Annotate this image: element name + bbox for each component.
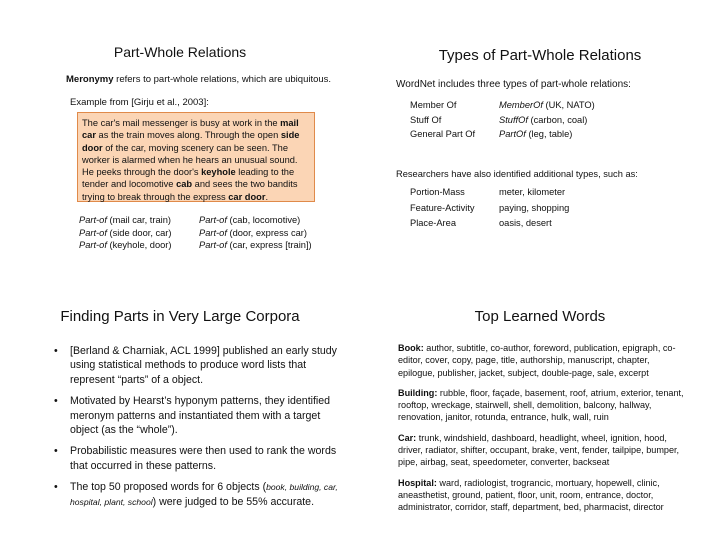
bullet-item: • Probabilistic measures were then used to rank the words that occurred in these patterns. (50, 444, 340, 473)
quote-part-bold: keyhole (201, 167, 236, 178)
relation-pair (199, 227, 312, 240)
relation-args: (leg, table) (525, 129, 573, 139)
bullet-item (50, 480, 340, 509)
group-words: author, subtitle, co-author, foreword, publication, epigraph, co-editor, cover, copy, page, title, authorship, manuscript, chapter, epilogue, publisher, jacket, subject, double-page, sale, excerpt (398, 343, 676, 378)
relation-args: (carbon, coal) (527, 115, 588, 125)
relation-args: (car, express [train]) (226, 240, 312, 250)
additional-intro: Researchers have also identified additional types, such as: (396, 169, 638, 179)
group-label: Book: (398, 343, 424, 353)
slide-title: Finding Parts in Very Large Corpora (60, 308, 300, 325)
slide-title: Top Learned Words (474, 308, 606, 325)
group-words: trunk, windshield, dashboard, headlight, wheel, ignition, hood, driver, radiator, shifter, occupant, brake, vent, fender, tailpipe, bumper, pipe, airbag, seat, speedometer, converter, backseat (398, 432, 680, 468)
slide-title: Types of Part-Whole Relations (438, 47, 642, 64)
word-group-car (398, 432, 688, 469)
relation-name: Part-of (79, 215, 107, 225)
quote-part: as the train moves along. Through the open (95, 130, 281, 141)
example-passage (77, 112, 315, 202)
bullet-list (50, 344, 340, 516)
relation-name: PartOf (499, 129, 526, 139)
wordnet-type-example (499, 100, 595, 110)
slide-title: Part-Whole Relations (113, 44, 247, 60)
relation-pair (79, 214, 172, 227)
slide-part-whole-relations (0, 0, 360, 278)
quote-part: . (265, 191, 269, 202)
example-source: Example from [Girju et al., 2003]: (70, 97, 209, 108)
wordnet-type-name: General Part Of (410, 129, 476, 139)
quote-part: leading to the tender and locomotive (82, 167, 295, 190)
quote-part-bold: mail car (82, 118, 299, 141)
relation-args: (cab, locomotive) (226, 215, 301, 225)
relation-pairs-right (199, 214, 312, 252)
quote-part: of the car, moving scenery can be seen. The worker is alarmed when he hears an unusual sound. He peeks through the door's (82, 142, 298, 178)
relation-pairs-left (79, 214, 172, 252)
relation-args: (mail car, train) (106, 215, 171, 225)
slide-types-of-part-whole-relations (360, 0, 720, 278)
relation-name: StuffOf (499, 115, 528, 125)
bullet-item: • Motivated by Hearst’s hyponym patterns, they identified meronym patterns and instantiated them with a target object (as the “whole”). (50, 394, 340, 437)
relation-pair (199, 214, 312, 227)
additional-type-example: paying, shopping (499, 203, 570, 213)
relation-name: MemberOf (499, 100, 543, 110)
relation-args: (UK, NATO) (542, 100, 595, 110)
quote-part-bold: car door (228, 191, 266, 202)
slide-top-learned-words (360, 278, 720, 557)
relation-name: Part-of (199, 240, 227, 250)
relation-pair (79, 227, 172, 240)
group-label: Car: (398, 432, 417, 443)
object-list: book, building, car, hospital, plant, school (70, 482, 338, 507)
wordnet-intro: WordNet includes three types of part-whole relations: (396, 79, 631, 90)
additional-type-example: meter, kilometer (499, 187, 566, 197)
learned-word-groups (398, 342, 688, 522)
relation-args: (door, express car) (226, 227, 307, 238)
intro-rest: refers to part-whole relations, which are ubiquitous. (113, 74, 332, 85)
relation-name: Part-of (199, 215, 227, 225)
additional-type-name: Feature-Activity (410, 203, 475, 213)
additional-type-example: oasis, desert (499, 218, 552, 228)
relation-name: Part-of (79, 227, 107, 238)
bullet-item: • [Berland & Charniak, ACL 1999] published an early study using statistical methods to produce word lists that represent “parts” of a object. (50, 344, 340, 387)
relation-name: Part-of (199, 227, 227, 238)
group-words: rubble, floor, façade, basement, roof, atrium, exterior, tenant, rooftop, wreckage, stairwell, shell, demolition, balcony, hallway, renovation, janitor, rotunda, entrance, hulk, wall, ruin (398, 387, 684, 423)
group-words: ward, radiologist, trograncic, mortuary, hopewell, clinic, aneasthetist, ground, patient, floor, unit, room, entrance, doctor, administrator, corridor, staff, department, bed, pharmacist, director (398, 477, 664, 513)
bullet-text: ) were judged to be 55% accurate. (152, 495, 315, 508)
intro-text (66, 74, 331, 85)
word-group-building (398, 387, 688, 424)
relation-pair (79, 239, 172, 252)
relation-args: (side door, car) (106, 227, 172, 238)
word-group-book (398, 342, 688, 379)
quote-part-bold: cab (176, 179, 193, 190)
relation-pair (199, 239, 312, 252)
group-label: Hospital: (398, 477, 437, 488)
quote-part: and sees the two bandits trying to break through the express (82, 179, 298, 202)
quote-part: The car's mail messenger is busy at work in the (82, 118, 281, 128)
quote-part-bold: side door (82, 130, 300, 153)
relation-args: (keyhole, door) (106, 240, 172, 250)
word-group-hospital (398, 477, 688, 514)
group-label: Building: (398, 387, 438, 398)
slide-finding-parts (0, 278, 360, 557)
bullet-text: The top 50 proposed words for 6 objects ( (70, 481, 267, 494)
additional-type-name: Place-Area (410, 218, 456, 228)
additional-type-name: Portion-Mass (410, 187, 465, 197)
meronymy-term: Meronymy (66, 74, 114, 85)
relation-name: Part-of (79, 240, 107, 250)
wordnet-type-name: Stuff Of (410, 115, 442, 125)
wordnet-type-example (499, 129, 572, 139)
wordnet-type-example (499, 115, 587, 125)
wordnet-type-name: Member Of (410, 100, 457, 110)
